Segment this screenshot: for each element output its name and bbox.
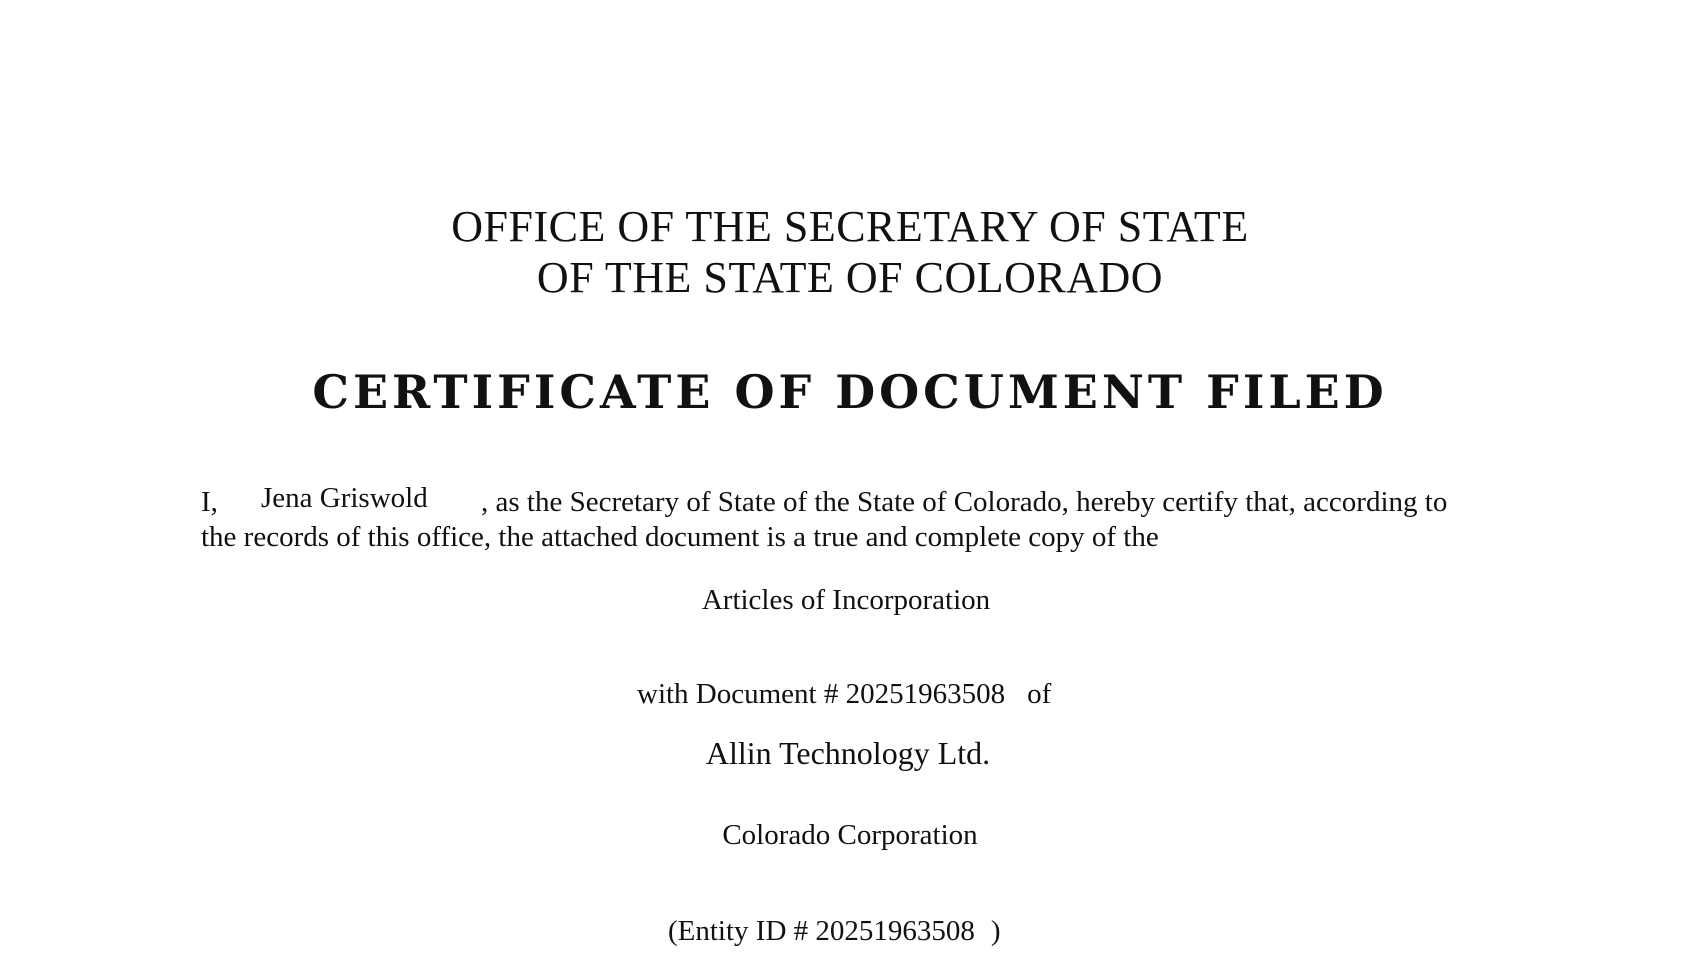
entity-id: (Entity ID # 20251963508 [668, 915, 975, 947]
certification-prefix: I, [201, 486, 218, 518]
certification-line2: the records of this office, the attached document is a true and complete copy of the [201, 521, 1159, 553]
document-number: with Document # 20251963508 [637, 678, 1006, 710]
document-number-of: of [1027, 678, 1052, 710]
office-heading-line1: OFFICE OF THE SECRETARY OF STATE [451, 202, 1249, 251]
office-heading-line2: OF THE STATE OF COLORADO [536, 253, 1164, 302]
document-type: Articles of Incorporation [701, 584, 991, 616]
secretary-name: Jena Griswold [261, 482, 428, 514]
entity-id-close: ) [990, 915, 1001, 947]
document-number-line [637, 677, 1051, 711]
certification-line1: , as the Secretary of State of the State of Colorado, hereby certify that, according to [481, 486, 1448, 518]
entity-type: Colorado Corporation [722, 819, 978, 851]
entity-id-line [668, 914, 1001, 948]
certificate-title: CERTIFICATE OF DOCUMENT FILED [312, 365, 1388, 419]
entity-name: Allin Technology Ltd. [705, 735, 991, 771]
